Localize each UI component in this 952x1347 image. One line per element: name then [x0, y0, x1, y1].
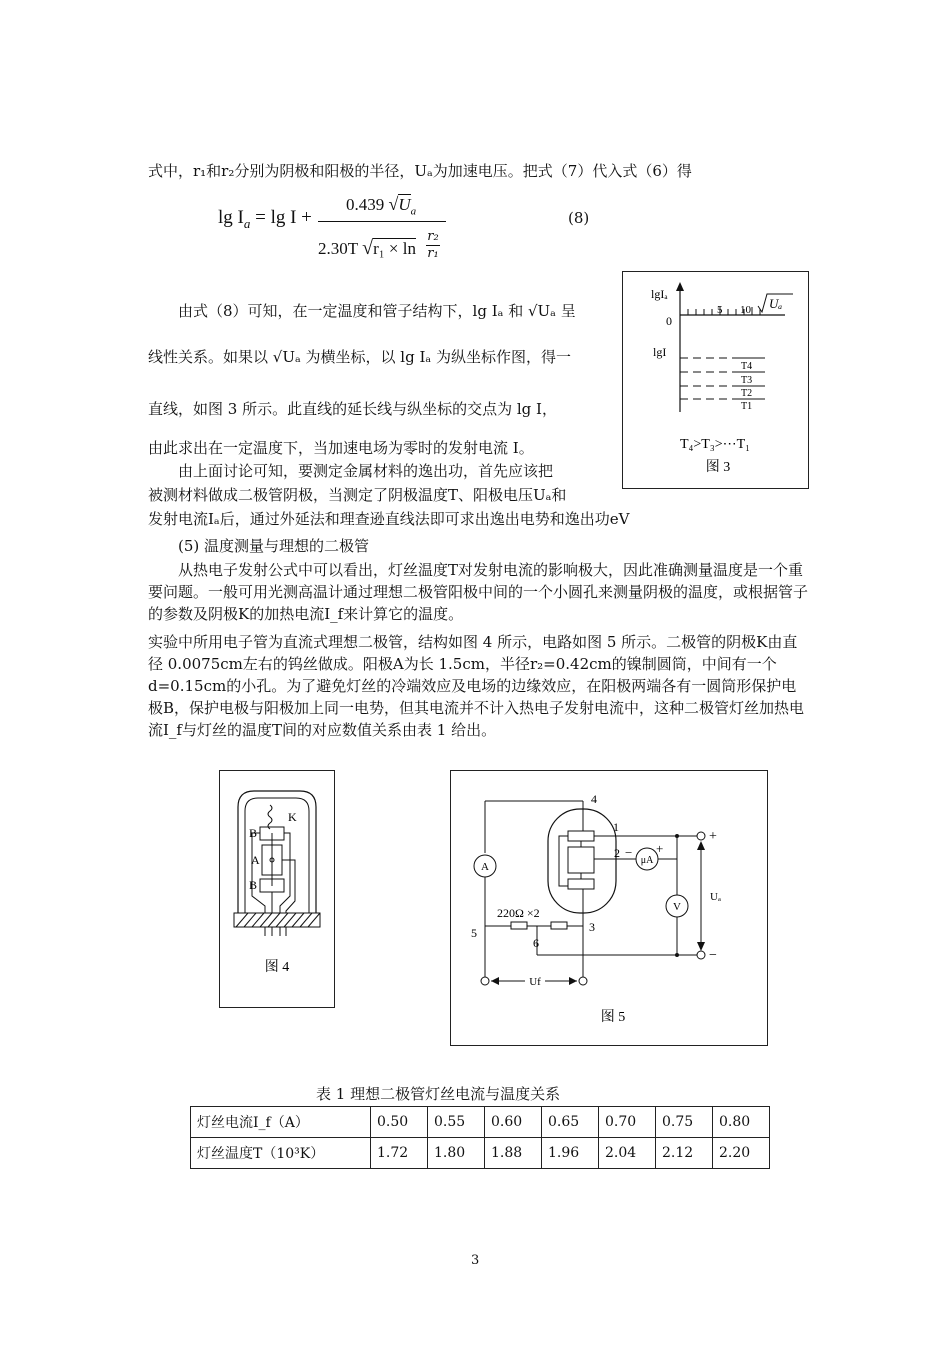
para-intro: 式中，r₁和r₂分别为阴极和阳极的半径，Uₐ为加速电压。把式（7）代入式（6）得 — [148, 162, 692, 180]
table-cell: 1.72 — [371, 1138, 428, 1169]
fig5-n5: 5 — [471, 926, 477, 940]
eq-num-coef: 0.439 — [346, 195, 385, 214]
fig4-label-a: A — [251, 853, 260, 867]
table-cell: 0.50 — [371, 1107, 428, 1138]
table-cell: 0.75 — [656, 1107, 713, 1138]
figure-4 — [219, 770, 335, 1008]
table-cell: 0.80 — [713, 1107, 770, 1138]
fig4-label-k: K — [288, 810, 297, 824]
table-row-head: 灯丝温度T（10³K） — [191, 1138, 371, 1169]
figure-3 — [622, 271, 809, 489]
eq-lhs-sub: a — [243, 215, 251, 231]
fig3-ylabel: lgIₐ — [651, 287, 668, 301]
fig5-resistor: 220Ω ×2 — [497, 906, 540, 920]
fig5-n1: 1 — [613, 820, 619, 834]
fig5-caption: 图 5 — [600, 1010, 626, 1025]
eq-number: (8) — [568, 209, 590, 227]
fig3-origin: 0 — [666, 314, 672, 328]
fig3-relation: T₄>T₃>⋯T₁ — [679, 437, 751, 452]
table-cell: 1.96 — [542, 1138, 599, 1169]
fig5-plus-ua: + — [656, 841, 664, 856]
table-cell: 2.04 — [599, 1138, 656, 1169]
fig5-ammeter[interactable]: A — [481, 861, 489, 873]
fig4-caption: 图 4 — [264, 960, 290, 975]
table-cell: 2.12 — [656, 1138, 713, 1169]
fig5-voltmeter[interactable]: V — [673, 901, 681, 913]
fig3-tick5: 5 — [717, 304, 723, 316]
fig3-curve-t3: T3 — [741, 375, 753, 386]
para-linear-l6: 被测材料做成二极管阴极，当测定了阴极温度T、阳极电压Uₐ和 — [148, 486, 567, 504]
para-linear-l3: 直线，如图 3 所示。此直线的延长线与纵坐标的交点为 lg I， — [148, 400, 557, 418]
para-temp: 从热电子发射公式中可以看出，灯丝温度T对发射电流的影响极大，因此准确测量温度是一个重要问题。一般可用光测高温计通过理想二极管阳极中间的一个小圆孔来测量阴极的温度，或根据管子的参数及阴极K的加热电流I_f来计算它的温度。 — [148, 561, 809, 623]
eq-num-var: U — [398, 195, 411, 214]
page-number: 3 — [471, 1253, 480, 1268]
fig3-caption: 图 3 — [705, 460, 731, 475]
fig5-n4: 4 — [591, 792, 597, 806]
fig5-n3: 3 — [589, 920, 595, 934]
table-cell: 1.80 — [428, 1138, 485, 1169]
fig5-plus-top: + — [709, 829, 717, 844]
fig3-tick10: 10 — [740, 304, 751, 316]
para-linear-l4: 由此求出在一定温度下，当加速电场为零时的发射电流 I。 — [148, 439, 534, 457]
fig5-minus-small: − — [625, 845, 633, 860]
eq-frac-bot: r₁ — [427, 246, 439, 261]
table-row — [191, 1107, 770, 1138]
table-cell: 0.60 — [485, 1107, 542, 1138]
table-caption: 表 1 理想二极管灯丝电流与温度关系 — [316, 1085, 561, 1103]
fig5-n6: 6 — [533, 936, 539, 950]
para-linear-l2: 线性关系。如果以 √Uₐ 为横坐标，以 lg Iₐ 为纵坐标作图，得一 — [148, 348, 571, 366]
fig5-ua: Uₐ — [710, 891, 721, 903]
eq-lhs: lg I — [218, 207, 244, 228]
table-cell: 0.55 — [428, 1107, 485, 1138]
fig5-minus-ua: − — [709, 948, 717, 963]
fig4-label-b2: B — [249, 878, 258, 892]
table-cell: 1.88 — [485, 1138, 542, 1169]
eq-mid: = lg I + — [255, 207, 312, 228]
table-row-head: 灯丝电流I_f（A） — [191, 1107, 371, 1138]
eq-num-sub: a — [410, 205, 417, 218]
fig3-curve-t4: T4 — [741, 361, 753, 372]
fig5-n2: 2 — [614, 846, 620, 860]
figure-5 — [450, 770, 768, 1046]
fig3-curve-t1: T1 — [741, 401, 753, 412]
fig3-xvar: Uₐ — [769, 296, 783, 311]
table-row — [191, 1138, 770, 1169]
table-cell: 0.65 — [542, 1107, 599, 1138]
fig4-label-b1: B — [249, 826, 258, 840]
table-cell: 0.70 — [599, 1107, 656, 1138]
fig5-microammeter[interactable]: μA — [640, 855, 654, 866]
table-cell: 2.20 — [713, 1138, 770, 1169]
para-tube: 实验中所用电子管为直流式理想二极管，结构如图 4 所示，电路如图 5 所示。二极管的阴极K由直径 0.0075cm左右的钨丝做成。阳极A为长 1.5cm，半径r₂=0.42cm的镍制圆筒，中间有一个d=0.15cm的小孔。为了避免灯丝的冷端效应及电场的边缘效应，在阳极两端各有一圆筒形保护电极B，保护电极与阳极加上同一电势，但其电流并不计入热电子发射电流中，这种二极管灯丝加热电流I_f与灯丝的温度T间的对应数值关系由表 1 给出。 — [148, 633, 805, 739]
eq-den-coef: 2.30T — [318, 239, 358, 258]
data-table — [190, 1106, 770, 1169]
eq-fraction-bar — [318, 221, 446, 222]
para-linear-l7: 发射电流Iₐ后，通过外延法和理查逊直线法即可求出逸出电势和逸出功eV — [148, 510, 630, 528]
para-linear-l5: 由上面讨论可知，要测定金属材料的逸出功，首先应该把 — [178, 462, 554, 480]
para-linear-l1: 由式（8）可知，在一定温度和管子结构下，lg Iₐ 和 √Uₐ 呈 — [178, 302, 576, 320]
fig3-lgI: lgI — [653, 345, 667, 359]
fig3-curve-t2: T2 — [741, 388, 753, 399]
eq-frac-top: r₂ — [427, 229, 439, 244]
fig5-uf: Uf — [529, 976, 541, 988]
section-heading: (5) 温度测量与理想的二极管 — [178, 537, 370, 555]
eq-den-r1: r₁ × ln — [373, 239, 416, 258]
